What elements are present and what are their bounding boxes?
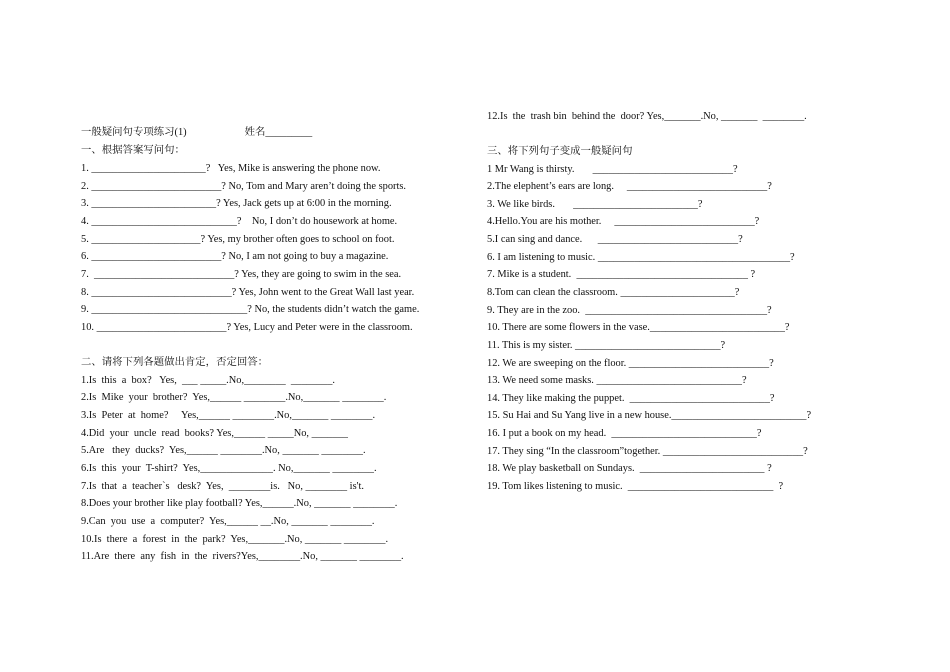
- section1-item: 9. ______________________________? No, the students didn’t watch the game.: [81, 304, 420, 315]
- worksheet-header: [81, 126, 312, 139]
- section2-item: 8.Does your brother like play football? Yes,______.No, _______ ________.: [81, 498, 398, 509]
- section2-item: 5.Are they ducks? Yes,______ ________.No, _______ ________.: [81, 445, 366, 456]
- section1-item: 8. ___________________________? Yes, John went to the Great Wall last year.: [81, 287, 415, 298]
- section3-item: 16. I put a book on my head. ____________________________?: [487, 428, 762, 439]
- section3-item: 9. They are in the zoo. ___________________________________?: [487, 305, 772, 316]
- section2-item: 2.Is Mike your brother? Yes,______ ________.No,_______ ________.: [81, 392, 387, 403]
- section3-item: 14. They like making the puppet. ___________________________?: [487, 393, 775, 404]
- section1-item: 1. ______________________? Yes, Mike is answering the phone now.: [81, 163, 381, 174]
- section3-item: 10. There are some flowers in the vase.__________________________?: [487, 322, 790, 333]
- section1-item: 6. _________________________? No, I am not going to buy a magazine.: [81, 251, 389, 262]
- section1-item: 7. ___________________________? Yes, they are going to swim in the sea.: [81, 269, 402, 280]
- section3-item: 15. Su Hai and Su Yang live in a new house.__________________________?: [487, 410, 812, 421]
- section3-item: 7. Mike is a student. _________________________________ ?: [487, 269, 756, 280]
- section1-heading: 一、根据答案写问句：: [81, 145, 185, 156]
- section3-item: 1 Mr Wang is thirsty. ___________________________?: [487, 164, 738, 175]
- section3-item: 17. They sing “In the classroom”together. ___________________________?: [487, 446, 808, 457]
- section2-item: 9.Can you use a computer? Yes,______ __.No, _______ ________.: [81, 516, 375, 527]
- section3-item: 19. Tom likes listening to music. ____________________________ ?: [487, 481, 784, 492]
- section2-item: 12.Is the trash bin behind the door? Yes,_______.No, _______ ________.: [487, 111, 807, 122]
- section2-heading: 二、请将下列各题做出肯定，否定回答：: [81, 357, 269, 368]
- section3-item: 18. We play basketball on Sundays. ________________________ ?: [487, 463, 772, 474]
- section2-item: 7.Is that a teacher`s desk? Yes, ________is. No, ________ is't.: [81, 481, 364, 492]
- section1-item: 4. ____________________________? No, I don’t do housework at home.: [81, 216, 398, 227]
- section3-item: 5.I can sing and dance. ___________________________?: [487, 234, 743, 245]
- section3-item: 13. We need some masks. ____________________________?: [487, 375, 747, 386]
- section2-item: 4.Did your uncle read books? Yes,______ _____No, _______: [81, 428, 348, 439]
- section2-item: 11.Are there any fish in the rivers?Yes,________.No, _______ ________.: [81, 551, 404, 562]
- section3-item: 2.The elephent’s ears are long. ___________________________?: [487, 181, 772, 192]
- section3-heading: 三、将下列句子变成一般疑问句: [487, 146, 633, 157]
- worksheet-title: 一般疑问句专项练习(1): [81, 127, 187, 138]
- section3-item: 8.Tom can clean the classroom. ______________________?: [487, 287, 740, 298]
- section1-item: 2. _________________________? No, Tom and Mary aren’t doing the sports.: [81, 181, 407, 192]
- section1-item: 3. ________________________? Yes, Jack gets up at 6:00 in the morning.: [81, 198, 392, 209]
- name-field-label: 姓名_________: [244, 127, 313, 138]
- section2-item: 10.Is there a forest in the park? Yes,_______.No, _______ ________.: [81, 534, 389, 545]
- section3-item: 11. This is my sister. ____________________________?: [487, 340, 726, 351]
- section1-item: 5. _____________________? Yes, my brother often goes to school on foot.: [81, 234, 395, 245]
- section3-item: 4.Hello.You are his mother. ___________________________?: [487, 216, 760, 227]
- section2-item: 6.Is this your T-shirt? Yes,______________. No,_______ ________.: [81, 463, 377, 474]
- section2-item: 3.Is Peter at home? Yes,______ ________.No,_______ ________.: [81, 410, 376, 421]
- section1-item: 10. _________________________? Yes, Lucy and Peter were in the classroom.: [81, 322, 413, 333]
- section3-item: 6. I am listening to music. _____________________________________?: [487, 252, 795, 263]
- section3-item: 3. We like birds. ________________________?: [487, 199, 703, 210]
- section2-item: 1.Is this a box? Yes, ___ _____.No,________ ________.: [81, 375, 335, 386]
- section3-item: 12. We are sweeping on the floor. ___________________________?: [487, 358, 774, 369]
